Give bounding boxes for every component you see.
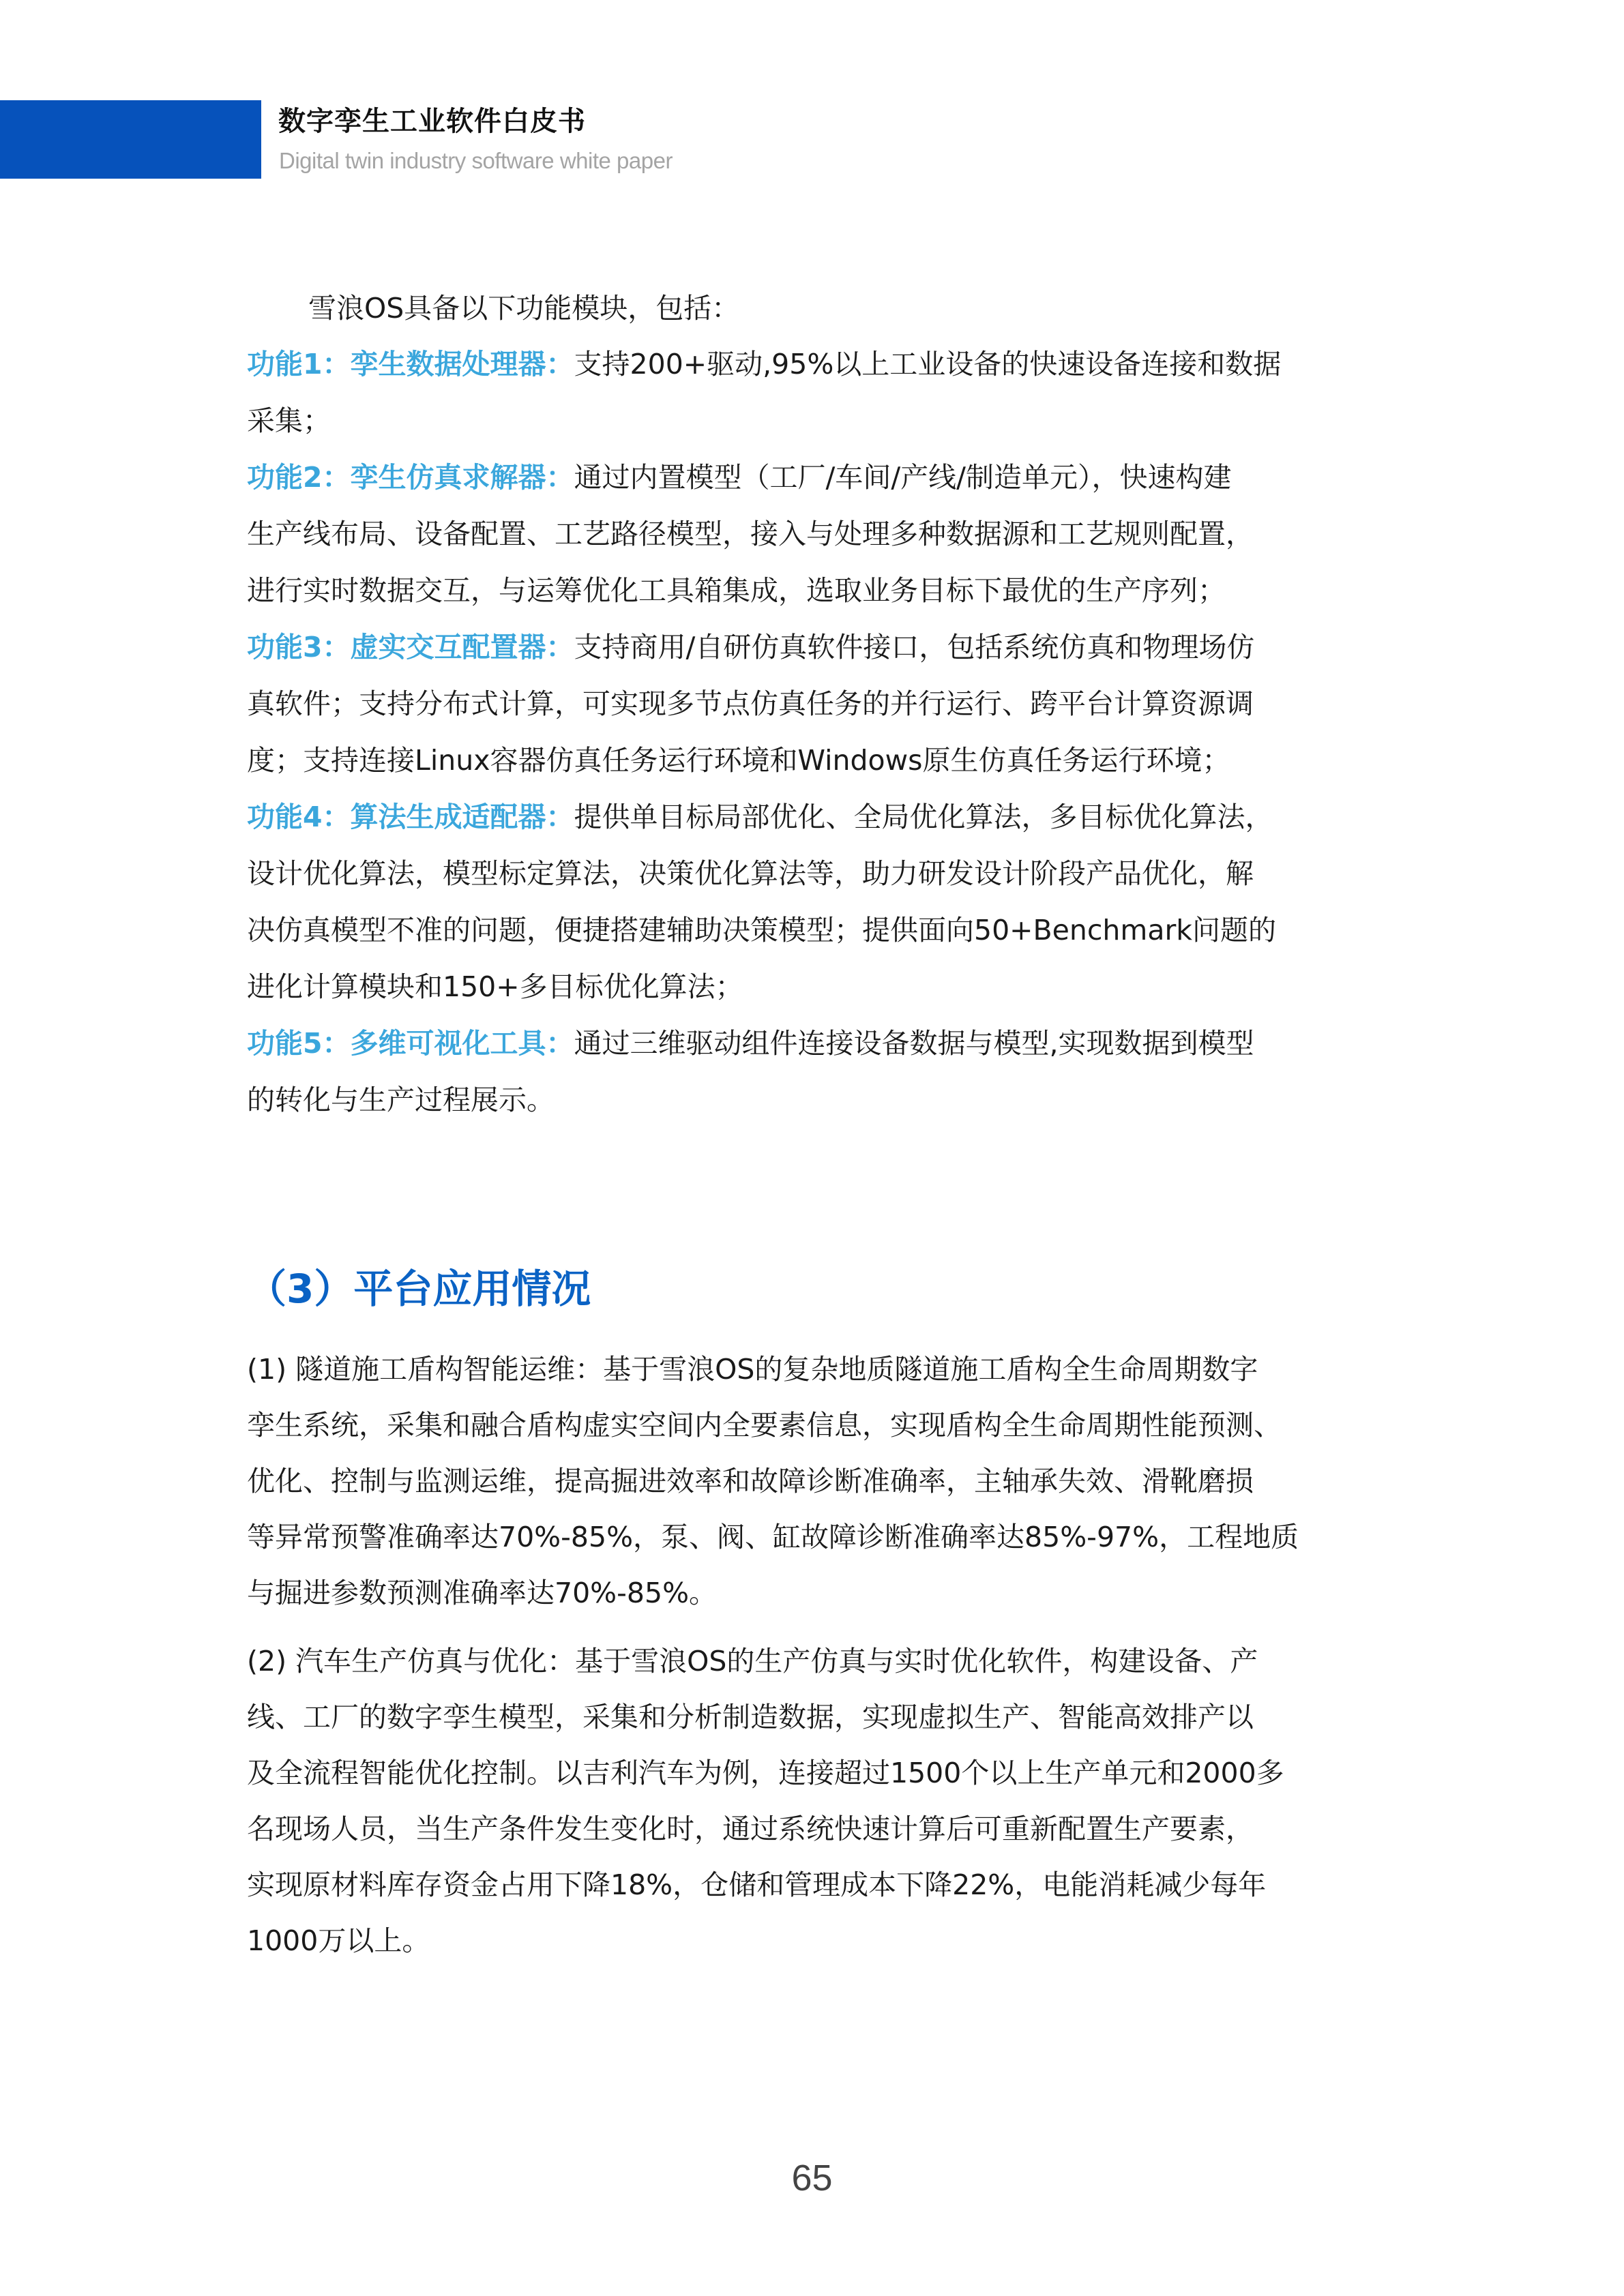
application-1-line-1: (1) 隧道施工盾构智能运维：基于雪浪OS的复杂地质隧道施工盾构全生命周期数字 (247, 1353, 1258, 1386)
feature-5-text: 通过三维驱动组件连接设备数据与模型,实现数据到模型 (574, 1027, 1254, 1060)
feature-3-line-2: 真软件；支持分布式计算，可实现多节点仿真任务的并行运行、跨平台计算资源调 (247, 687, 1254, 720)
feature-2-text: 通过内置模型（工厂/车间/产线/制造单元），快速构建 (574, 461, 1232, 494)
application-1-line-2: 孪生系统，采集和融合盾构虚实空间内全要素信息，实现盾构全生命周期性能预测、 (247, 1409, 1282, 1442)
feature-3-label: 功能3：虚实交互配置器： (247, 631, 574, 664)
feature-2-line-3: 进行实时数据交互，与运筹优化工具箱集成，选取业务目标下最优的生产序列； (247, 574, 1226, 607)
feature-3-text: 支持商用/自研仿真软件接口，包括系统仿真和物理场仿 (574, 631, 1255, 664)
application-2-line-4: 名现场人员，当生产条件发生变化时，通过系统快速计算后可重新配置生产要素， (247, 1813, 1254, 1845)
application-2-line-1: (2) 汽车生产仿真与优化：基于雪浪OS的生产仿真与实时优化软件，构建设备、产 (247, 1645, 1258, 1678)
feature-1-line-2: 采集； (247, 404, 331, 437)
feature-3-line-1 (247, 628, 1254, 666)
feature-3-line-3: 度；支持连接Linux容器仿真任务运行环境和Windows原生仿真任务运行环境； (247, 744, 1230, 777)
feature-4-text: 提供单目标局部优化、全局优化算法，多目标优化算法， (574, 801, 1273, 833)
header-accent-bar (0, 100, 261, 179)
application-1-line-4: 等异常预警准确率达70%-85%，泵、阀、缸故障诊断准确率达85%-97%，工程地质 (247, 1521, 1299, 1553)
feature-4-label: 功能4：算法生成适配器： (247, 801, 574, 833)
document-subtitle: Digital twin industry software white paper (279, 148, 673, 173)
feature-2-line-1 (247, 458, 1231, 496)
document-title: 数字孪生工业软件白皮书 (278, 106, 586, 137)
page-number: 65 (791, 2158, 833, 2198)
application-2-line-2: 线、工厂的数字孪生模型，采集和分析制造数据，实现虚拟生产、智能高效排产以 (247, 1701, 1254, 1733)
feature-5-label: 功能5：多维可视化工具： (247, 1027, 574, 1060)
feature-1-label: 功能1：孪生数据处理器： (247, 348, 574, 381)
intro-paragraph: 雪浪OS具备以下功能模块，包括： (308, 292, 740, 325)
feature-2-label: 功能2：孪生仿真求解器： (247, 461, 574, 494)
feature-5-line-1 (247, 1024, 1254, 1062)
section-heading: （3）平台应用情况 (247, 1266, 591, 1312)
application-1-line-5: 与掘进参数预测准确率达70%-85%。 (247, 1577, 718, 1609)
feature-4-line-1 (247, 798, 1273, 836)
feature-5-line-2: 的转化与生产过程展示。 (247, 1084, 555, 1116)
feature-4-line-3: 决仿真模型不准的问题，便捷搭建辅助决策模型；提供面向50+Benchmark问题的 (247, 914, 1277, 946)
feature-1-line-1 (247, 345, 1281, 383)
application-2-line-3: 及全流程智能优化控制。以吉利汽车为例，连接超过1500个以上生产单元和2000多 (247, 1757, 1284, 1789)
feature-4-line-4: 进化计算模块和150+多目标优化算法； (247, 970, 743, 1003)
feature-2-line-2: 生产线布局、设备配置、工艺路径模型，接入与处理多种数据源和工艺规则配置， (247, 518, 1254, 550)
application-2-line-6: 1000万以上。 (247, 1924, 430, 1957)
application-1-line-3: 优化、控制与监测运维，提高掘进效率和故障诊断准确率，主轴承失效、滑靴磨损 (247, 1465, 1254, 1497)
feature-4-line-2: 设计优化算法，模型标定算法，决策优化算法等，助力研发设计阶段产品优化，解 (247, 857, 1254, 890)
feature-1-text: 支持200+驱动,95%以上工业设备的快速设备连接和数据 (574, 348, 1282, 381)
application-2-line-5: 实现原材料库存资金占用下降18%，仓储和管理成本下降22%，电能消耗减少每年 (247, 1868, 1267, 1901)
